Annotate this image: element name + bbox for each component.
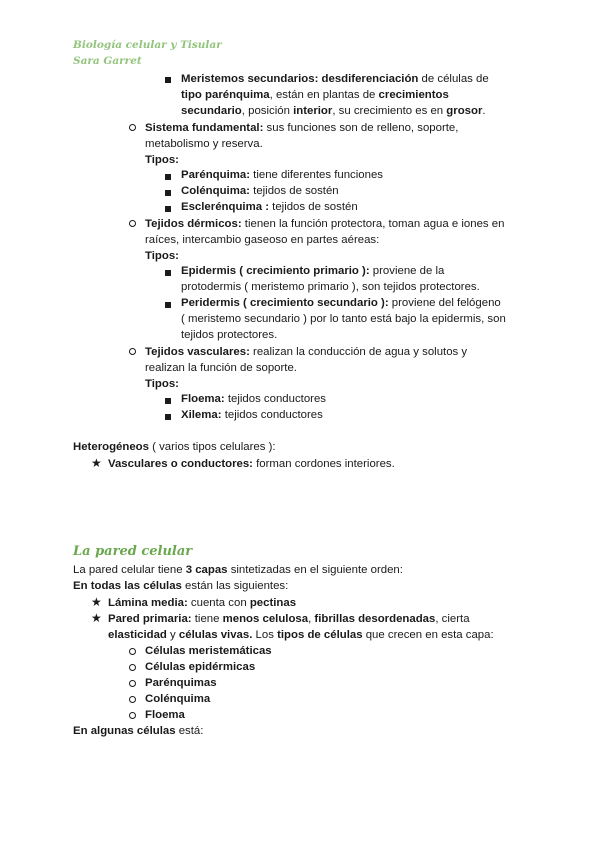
circle-bullet-icon: [129, 345, 136, 361]
tipo-esclerenquima: Esclerénquima : tejidos de sostén: [181, 201, 358, 213]
celula-tipo-5: Floema: [145, 709, 185, 721]
tipo-parenquima: Parénquima: tiene diferentes funciones: [181, 169, 383, 181]
dermicos-tipos: Tipos:: [145, 250, 179, 262]
algunas-celulas: En algunas células está:: [73, 725, 204, 737]
peridermis-line-1: Peridermis ( crecimiento secundario ): proviene del felógeno: [181, 297, 501, 309]
vasculares-line-2: realizan la función de soporte.: [145, 362, 297, 374]
square-bullet-icon: [165, 73, 171, 89]
dermicos-line-2: raíces, intercambio gaseoso en partes aéreas:: [145, 234, 380, 246]
epidermis-line-2: protodermis ( meristemo primario ), son tejidos protectores.: [181, 281, 480, 293]
todas-las-celulas: En todas las células están las siguientes:: [73, 580, 289, 592]
header-author: Sara Garret: [73, 55, 142, 67]
meristemos-line-3: secundario, posición interior, su crecimiento es en grosor.: [181, 105, 486, 117]
heterogeneos-heading: Heterogéneos ( varios tipos celulares ):: [73, 441, 276, 453]
pared-primaria-line-2: elasticidad y células vivas. Los tipos de células que crecen en esta capa:: [108, 629, 494, 641]
meristemos-line-2: tipo parénquima, están en plantas de crecimientos: [181, 89, 449, 101]
header-course: Biología celular y Tisular: [73, 39, 222, 51]
vasculares-conductores: Vasculares o conductores: forman cordones interiores.: [108, 458, 395, 470]
circle-bullet-icon: [129, 121, 136, 137]
section-title-pared-celular: La pared celular: [73, 544, 193, 559]
epidermis-line-1: Epidermis ( crecimiento primario ): proviene de la: [181, 265, 445, 277]
square-bullet-icon: [165, 186, 171, 202]
square-bullet-icon: [165, 298, 171, 314]
meristemos-line-1: Meristemos secundarios: desdiferenciación de células de: [181, 73, 489, 85]
square-bullet-icon: [165, 394, 171, 410]
square-bullet-icon: [165, 170, 171, 186]
lamina-media: Lámina media: cuenta con pectinas: [108, 597, 297, 609]
pared-primaria-line-1: Pared primaria: tiene menos celulosa, fibrillas desordenadas, cierta: [108, 613, 470, 625]
vasculares-tipos: Tipos:: [145, 378, 179, 390]
celula-tipo-4: Colénquima: [145, 693, 211, 705]
sistema-fundamental-line-2: metabolismo y reserva.: [145, 138, 263, 150]
sistema-fundamental-tipos: Tipos:: [145, 154, 179, 166]
tipo-floema: Floema: tejidos conductores: [181, 393, 326, 405]
circle-bullet-icon: [129, 693, 136, 709]
peridermis-line-3: tejidos protectores.: [181, 329, 278, 341]
vasculares-line-1: Tejidos vasculares: realizan la conducción de agua y solutos y: [145, 346, 468, 358]
pared-intro: La pared celular tiene 3 capas sintetizadas en el siguiente orden:: [73, 564, 403, 576]
dermicos-line-1: Tejidos dérmicos: tienen la función protectora, toman agua e iones en: [145, 218, 505, 230]
circle-bullet-icon: [129, 677, 136, 693]
celula-tipo-3: Parénquimas: [145, 677, 217, 689]
celula-tipo-2: Células epidérmicas: [145, 661, 256, 673]
peridermis-line-2: ( meristemo secundario ) por lo tanto está bajo la epidermis, son: [181, 313, 506, 325]
star-bullet-icon: ★: [91, 611, 102, 625]
circle-bullet-icon: [129, 645, 136, 661]
star-bullet-icon: ★: [91, 595, 102, 609]
tipo-colenquima: Colénquima: tejidos de sostén: [181, 185, 339, 197]
star-bullet-icon: ★: [91, 456, 102, 470]
circle-bullet-icon: [129, 661, 136, 677]
circle-bullet-icon: [129, 217, 136, 233]
square-bullet-icon: [165, 266, 171, 282]
document-header: [73, 37, 222, 69]
tipo-xilema: Xilema: tejidos conductores: [181, 409, 323, 421]
square-bullet-icon: [165, 410, 171, 426]
sistema-fundamental-line-1: Sistema fundamental: sus funciones son de relleno, soporte,: [145, 122, 459, 134]
celula-tipo-1: Células meristemáticas: [145, 645, 272, 657]
